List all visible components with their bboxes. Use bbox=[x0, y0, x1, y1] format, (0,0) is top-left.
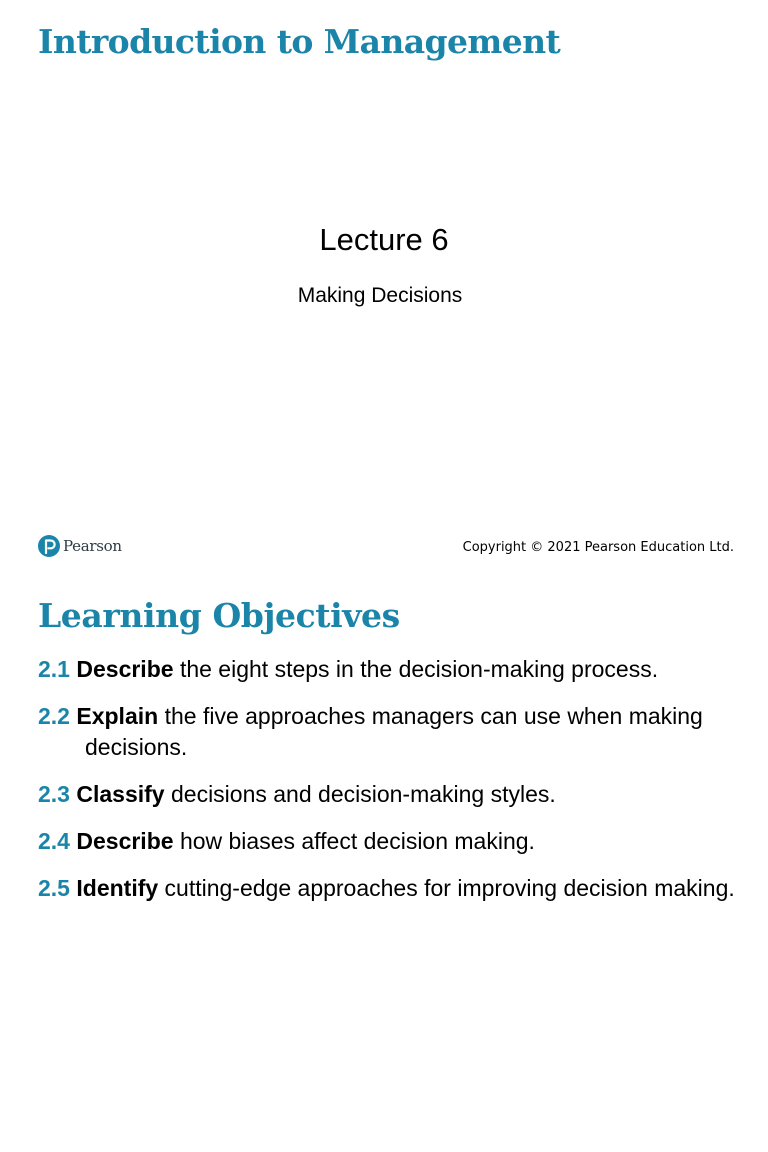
objective-text: how biases affect decision making. bbox=[179, 828, 535, 854]
objectives-heading: Learning Objectives bbox=[38, 596, 400, 635]
course-heading: Introduction to Management bbox=[38, 22, 561, 61]
objectives-list bbox=[38, 654, 738, 920]
lecture-subtitle: Making Decisions bbox=[297, 284, 463, 307]
objective-text: the five approaches managers can use when making decisions. bbox=[85, 703, 703, 760]
objective-verb: Describe bbox=[76, 828, 174, 854]
pearson-logo bbox=[38, 535, 122, 557]
objective-item bbox=[38, 873, 738, 904]
objective-text: decisions and decision-making styles. bbox=[170, 781, 556, 807]
objective-number: 2.3 bbox=[38, 781, 70, 807]
objective-text: the eight steps in the decision-making process. bbox=[179, 656, 659, 682]
logo-wordmark: Pearson bbox=[63, 537, 122, 555]
lecture-title: Lecture 6 bbox=[319, 222, 449, 257]
objective-item bbox=[38, 779, 738, 810]
objective-verb: Describe bbox=[76, 656, 174, 682]
objective-number: 2.5 bbox=[38, 875, 70, 901]
objective-item bbox=[38, 654, 738, 685]
objective-number: 2.2 bbox=[38, 703, 70, 729]
objective-verb: Identify bbox=[76, 875, 159, 901]
pearson-logo-icon bbox=[38, 535, 60, 557]
objective-number: 2.1 bbox=[38, 656, 70, 682]
objective-number: 2.4 bbox=[38, 828, 70, 854]
objective-text: cutting-edge approaches for improving decision making. bbox=[164, 875, 735, 901]
objective-item bbox=[38, 701, 738, 763]
objectives-slide bbox=[0, 576, 768, 1152]
copyright-notice: Copyright © 2021 Pearson Education Ltd. bbox=[462, 540, 734, 555]
objective-verb: Explain bbox=[76, 703, 159, 729]
objective-verb: Classify bbox=[76, 781, 165, 807]
objective-item bbox=[38, 826, 738, 857]
